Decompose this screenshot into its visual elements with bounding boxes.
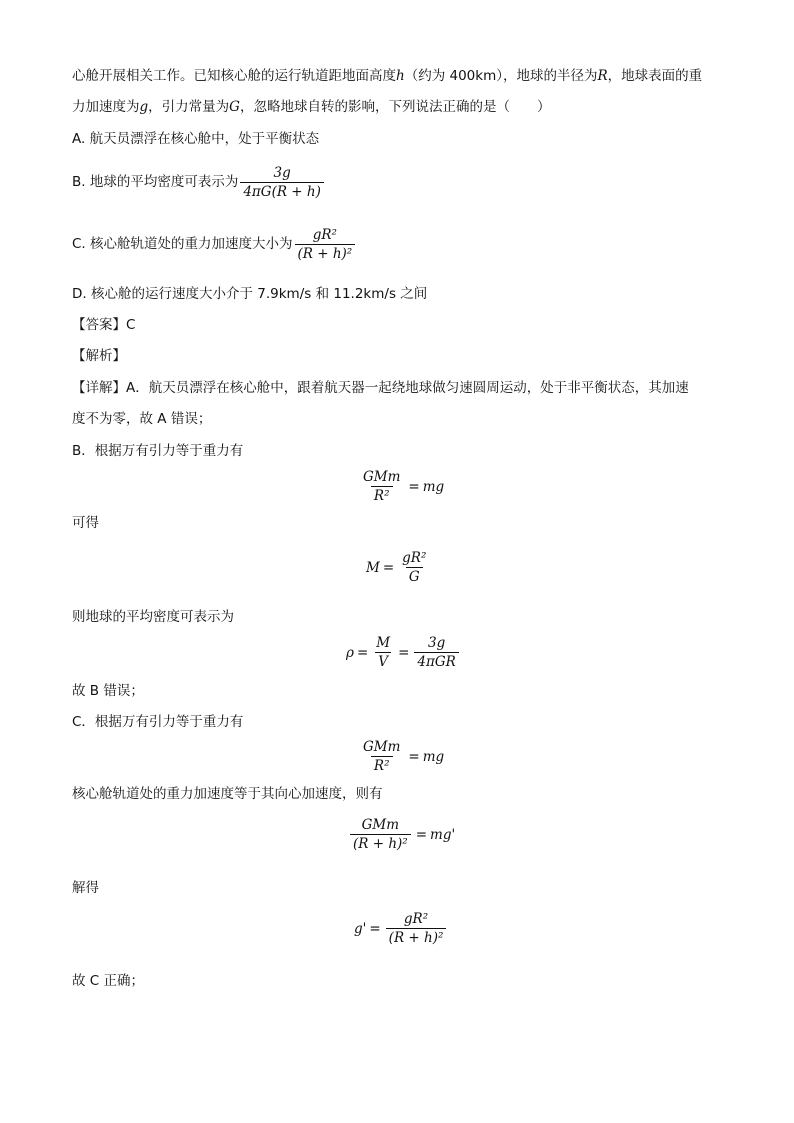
- intro-text: ，忽略地球自转的影响，下列说法正确的是（ ）: [239, 99, 551, 115]
- intro-text: （约为 400km），地球的半径为: [404, 68, 598, 84]
- fraction-denominator: R²: [371, 756, 393, 773]
- equals-sign: =: [408, 478, 420, 495]
- fraction-numerator: GMm: [361, 817, 400, 833]
- equation-6: [354, 912, 448, 945]
- equation-rhs: mg: [422, 478, 445, 495]
- option-c-text: C. 核心舱轨道处的重力加速度大小为: [72, 235, 293, 252]
- gravity-symbol: g: [139, 99, 149, 115]
- fraction-denominator: 4πGR: [414, 652, 458, 669]
- intro-line-2: [72, 101, 550, 115]
- intro-text: 力加速度为: [72, 99, 140, 115]
- fraction-denominator: (R + h)²: [350, 834, 411, 851]
- orbit-text: 核心舱轨道处的重力加速度等于其向心加速度，则有: [72, 786, 383, 802]
- fraction-numerator: GMm: [363, 739, 401, 755]
- equation-rhs: mg: [422, 748, 445, 765]
- c-intro: C．根据万有引力等于重力有: [72, 714, 244, 730]
- fraction-denominator: (R + h)²: [386, 928, 447, 945]
- equation-2: [366, 551, 431, 584]
- fraction-numerator: gR²: [402, 550, 427, 566]
- grav-const-symbol: G: [229, 99, 240, 115]
- option-b-formula: [240, 166, 324, 199]
- detail-label: 【详解】: [72, 380, 126, 396]
- equation-4: [358, 740, 444, 773]
- equation-lhs: ρ: [346, 644, 354, 661]
- fraction-numerator: gR²: [312, 227, 337, 243]
- jiede-text: 解得: [72, 880, 99, 896]
- equation-3: [346, 636, 461, 669]
- option-c-formula: [295, 228, 356, 261]
- detail-line-2: 度不为零，故 A 错误；: [72, 411, 212, 427]
- equation-1: [358, 470, 444, 503]
- fraction-numerator: M: [376, 635, 391, 651]
- answer-value: C: [126, 317, 136, 333]
- equation-lhs: M: [366, 559, 380, 576]
- b-conclusion: 故 B 错误；: [72, 683, 144, 699]
- equals-sign: =: [408, 748, 420, 765]
- intro-line-1: [72, 70, 702, 84]
- fraction-denominator: R²: [371, 486, 393, 503]
- equation-fraction: [373, 636, 393, 669]
- fraction-denominator: (R + h)²: [295, 244, 356, 261]
- option-d: D. 核心舱的运行速度大小介于 7.9km/s 和 11.2km/s 之间: [72, 286, 428, 302]
- equation-fraction: [360, 740, 403, 773]
- equation-fraction: [350, 818, 411, 851]
- kede-text: 可得: [72, 515, 99, 531]
- intro-text: ，地球表面的重: [607, 68, 703, 84]
- fraction-denominator: G: [406, 567, 423, 584]
- answer-label: 【答案】: [72, 317, 126, 333]
- fraction-numerator: 3g: [273, 165, 291, 181]
- detail-text: A．航天员漂浮在核心舱中，跟着航天器一起绕地球做匀速圆周运动，处于非平衡状态，其加速: [126, 380, 689, 396]
- equals-sign: =: [382, 559, 395, 576]
- option-b-text: B. 地球的平均密度可表示为: [72, 173, 239, 190]
- radius-symbol: R: [597, 68, 608, 84]
- fraction-numerator: GMm: [363, 469, 401, 485]
- b-intro: B．根据万有引力等于重力有: [72, 443, 244, 459]
- equals-sign: =: [398, 644, 410, 661]
- height-symbol: h: [396, 68, 405, 84]
- equation-fraction: [399, 551, 429, 584]
- equation-lhs: g': [354, 920, 367, 937]
- equation-rhs: mg': [430, 826, 456, 843]
- equals-sign: =: [369, 920, 381, 937]
- equation-5: [348, 818, 455, 851]
- density-text: 则地球的平均密度可表示为: [72, 609, 234, 625]
- c-conclusion: 故 C 正确；: [72, 973, 145, 989]
- equation-fraction: [414, 636, 458, 669]
- fraction-denominator: 4πG(R + h): [240, 182, 324, 199]
- intro-text: 心舱开展相关工作。已知核心舱的运行轨道距地面高度: [72, 68, 396, 84]
- analysis-label: 【解析】: [72, 348, 126, 364]
- option-a: A. 航天员漂浮在核心舱中，处于平衡状态: [72, 131, 320, 147]
- equals-sign: =: [356, 644, 369, 661]
- fraction-numerator: 3g: [427, 635, 446, 651]
- fraction-denominator: V: [375, 652, 391, 669]
- detail-line-1: [72, 382, 689, 396]
- answer-line: [72, 319, 135, 333]
- equals-sign: =: [415, 826, 428, 843]
- option-b: [72, 166, 326, 199]
- intro-text: ，引力常量为: [148, 99, 230, 115]
- fraction-numerator: gR²: [403, 911, 429, 927]
- equation-fraction: [386, 912, 447, 945]
- equation-fraction: [360, 470, 403, 503]
- option-c: [72, 228, 357, 261]
